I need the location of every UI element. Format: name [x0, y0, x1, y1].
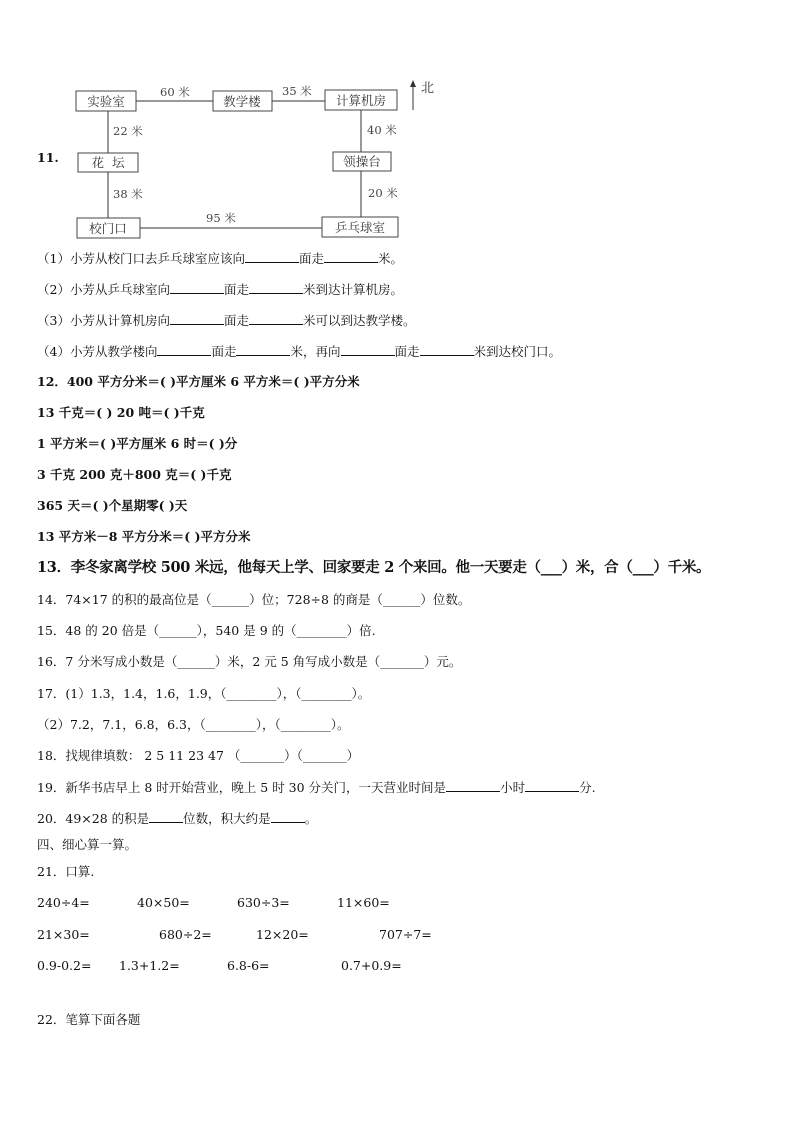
place-platform: 领操台: [343, 154, 381, 169]
q16-text: 16．7 分米写成小数是（______）米，2 元 5 角写成小数是（_______）元。: [37, 654, 462, 669]
q17-part2: （2）7.2，7.1，6.8，6.3，（________），（________）。: [37, 717, 350, 732]
q21-item: 680÷2=: [159, 927, 212, 942]
q21-item: 40×50=: [137, 895, 190, 910]
north-arrow-icon: [410, 80, 416, 110]
dist-lab-teaching: 60 米: [160, 85, 190, 99]
dist-gate-pingpong: 95 米: [206, 211, 236, 225]
place-teaching-building: 教学楼: [223, 94, 261, 109]
q12-line5: 365 天＝( )个星期零( )天: [37, 498, 188, 513]
q11-sub3-text: 米可以到达教学楼。: [302, 313, 416, 328]
q20-text: 。: [304, 811, 318, 826]
q11-sub2-text: 面走: [223, 282, 249, 297]
q11-sub3-text: （3）小芳从计算机房向: [37, 313, 170, 328]
q11-sub3: [37, 312, 416, 329]
blank[interactable]: [420, 343, 474, 356]
dist-teaching-computer: 35 米: [282, 84, 312, 98]
q12-line2: 13 千克＝( ) 20 吨＝( )千克: [37, 405, 205, 420]
q12-line3: 1 平方米＝( )平方厘米 6 时＝( )分: [37, 436, 238, 451]
q11-sub2: [37, 281, 403, 298]
place-lab: 实验室: [87, 94, 125, 109]
q20-text: 20．49×28 的积是: [37, 811, 150, 826]
q21-item: 21×30=: [37, 927, 90, 942]
q12-line6: 13 平方米－8 平方分米＝( )平方分米: [37, 529, 251, 544]
q11-sub4: [37, 343, 561, 360]
q19: [37, 779, 596, 796]
q20-text: 位数，积大约是: [183, 811, 271, 826]
q21-item: 1.3+1.2=: [119, 958, 180, 973]
q11-sub2-text: 米到达计算机房。: [302, 282, 403, 297]
q11-sub3-text: 面走: [223, 313, 249, 328]
blank[interactable]: [149, 810, 183, 823]
q11-sub1-text: 面走: [298, 251, 324, 266]
campus-map: [0, 0, 794, 250]
q15-text: 15．48 的 20 倍是（______），540 是 9 的（________）倍.: [37, 623, 376, 638]
dist-garden-gate: 38 米: [113, 187, 143, 201]
dist-computer-platform: 40 米: [367, 123, 397, 137]
q11-sub1: [37, 250, 403, 267]
q21-item: 630÷3=: [237, 895, 290, 910]
north-label: 北: [421, 81, 435, 96]
q21-title: 21．口算.: [37, 864, 95, 879]
q21-item: 12×20=: [256, 927, 309, 942]
blank[interactable]: [341, 343, 395, 356]
q19-text: 分.: [579, 780, 596, 795]
blank[interactable]: [446, 779, 500, 792]
q21-item: 240÷4=: [37, 895, 90, 910]
dist-platform-pingpong: 20 米: [368, 186, 398, 200]
q20: [37, 810, 317, 827]
q11-sub4-text: 米，再向: [290, 344, 341, 359]
q11-sub4-text: （4）小芳从教学楼向: [37, 344, 158, 359]
blank[interactable]: [236, 343, 290, 356]
q21-item: 0.7+0.9=: [341, 958, 402, 973]
q21-item: 11×60=: [337, 895, 390, 910]
blank[interactable]: [525, 779, 579, 792]
dist-lab-garden: 22 米: [113, 124, 143, 138]
q22-text: 22．笔算下面各题: [37, 1012, 141, 1027]
q21-item: 0.9-0.2=: [37, 958, 92, 973]
place-pingpong-room: 乒乓球室: [334, 220, 386, 235]
q21-item: 6.8-6=: [227, 958, 270, 973]
q11-sub4-text: 面走: [211, 344, 237, 359]
blank[interactable]: [324, 250, 378, 263]
blank[interactable]: [271, 810, 305, 823]
q14-text: 14．74×17 的积的最高位是（______）位；728÷8 的商是（______）位数。: [37, 592, 471, 607]
q11-sub4-text: 米到达校门口。: [473, 344, 562, 359]
q11-number: 11.: [37, 150, 59, 165]
blank[interactable]: [170, 281, 224, 294]
place-gate: 校门口: [89, 221, 127, 236]
q19-text: 小时: [500, 780, 526, 795]
q11-sub2-text: （2）小芳从乒乓球室向: [37, 282, 170, 297]
q12-line4: 3 千克 200 克＋800 克＝( )千克: [37, 467, 232, 482]
blank[interactable]: [170, 312, 224, 325]
place-computer-room: 计算机房: [335, 93, 387, 108]
place-garden: 花 坛: [91, 155, 125, 170]
section-heading: 四、细心算一算。: [37, 837, 138, 852]
q12-line1: 12．400 平方分米＝( )平方厘米 6 平方米＝( )平方分米: [37, 374, 360, 389]
q11-sub1-text: 米。: [377, 251, 403, 266]
blank[interactable]: [249, 281, 303, 294]
q11-sub1-text: （1）小芳从校门口去乒乓球室应该向: [37, 251, 245, 266]
q17-part1: 17．(1）1.3，1.4，1.6，1.9，（________），（________）。: [37, 686, 371, 701]
blank[interactable]: [245, 250, 299, 263]
q19-text: 19．新华书店早上 8 时开始营业，晚上 5 时 30 分关门，一天营业时间是: [37, 780, 447, 795]
q18-text: 18．找规律填数： 2 5 11 23 47 （_______）（_______）: [37, 748, 360, 763]
q21-item: 707÷7=: [379, 927, 432, 942]
q13-text: 13．李冬家离学校 500 米远，他每天上学、回家要走 2 个来回。他一天要走（___）米，合（___）千米。: [37, 559, 711, 576]
blank[interactable]: [249, 312, 303, 325]
q11-sub4-text: 面走: [394, 344, 420, 359]
blank[interactable]: [157, 343, 211, 356]
